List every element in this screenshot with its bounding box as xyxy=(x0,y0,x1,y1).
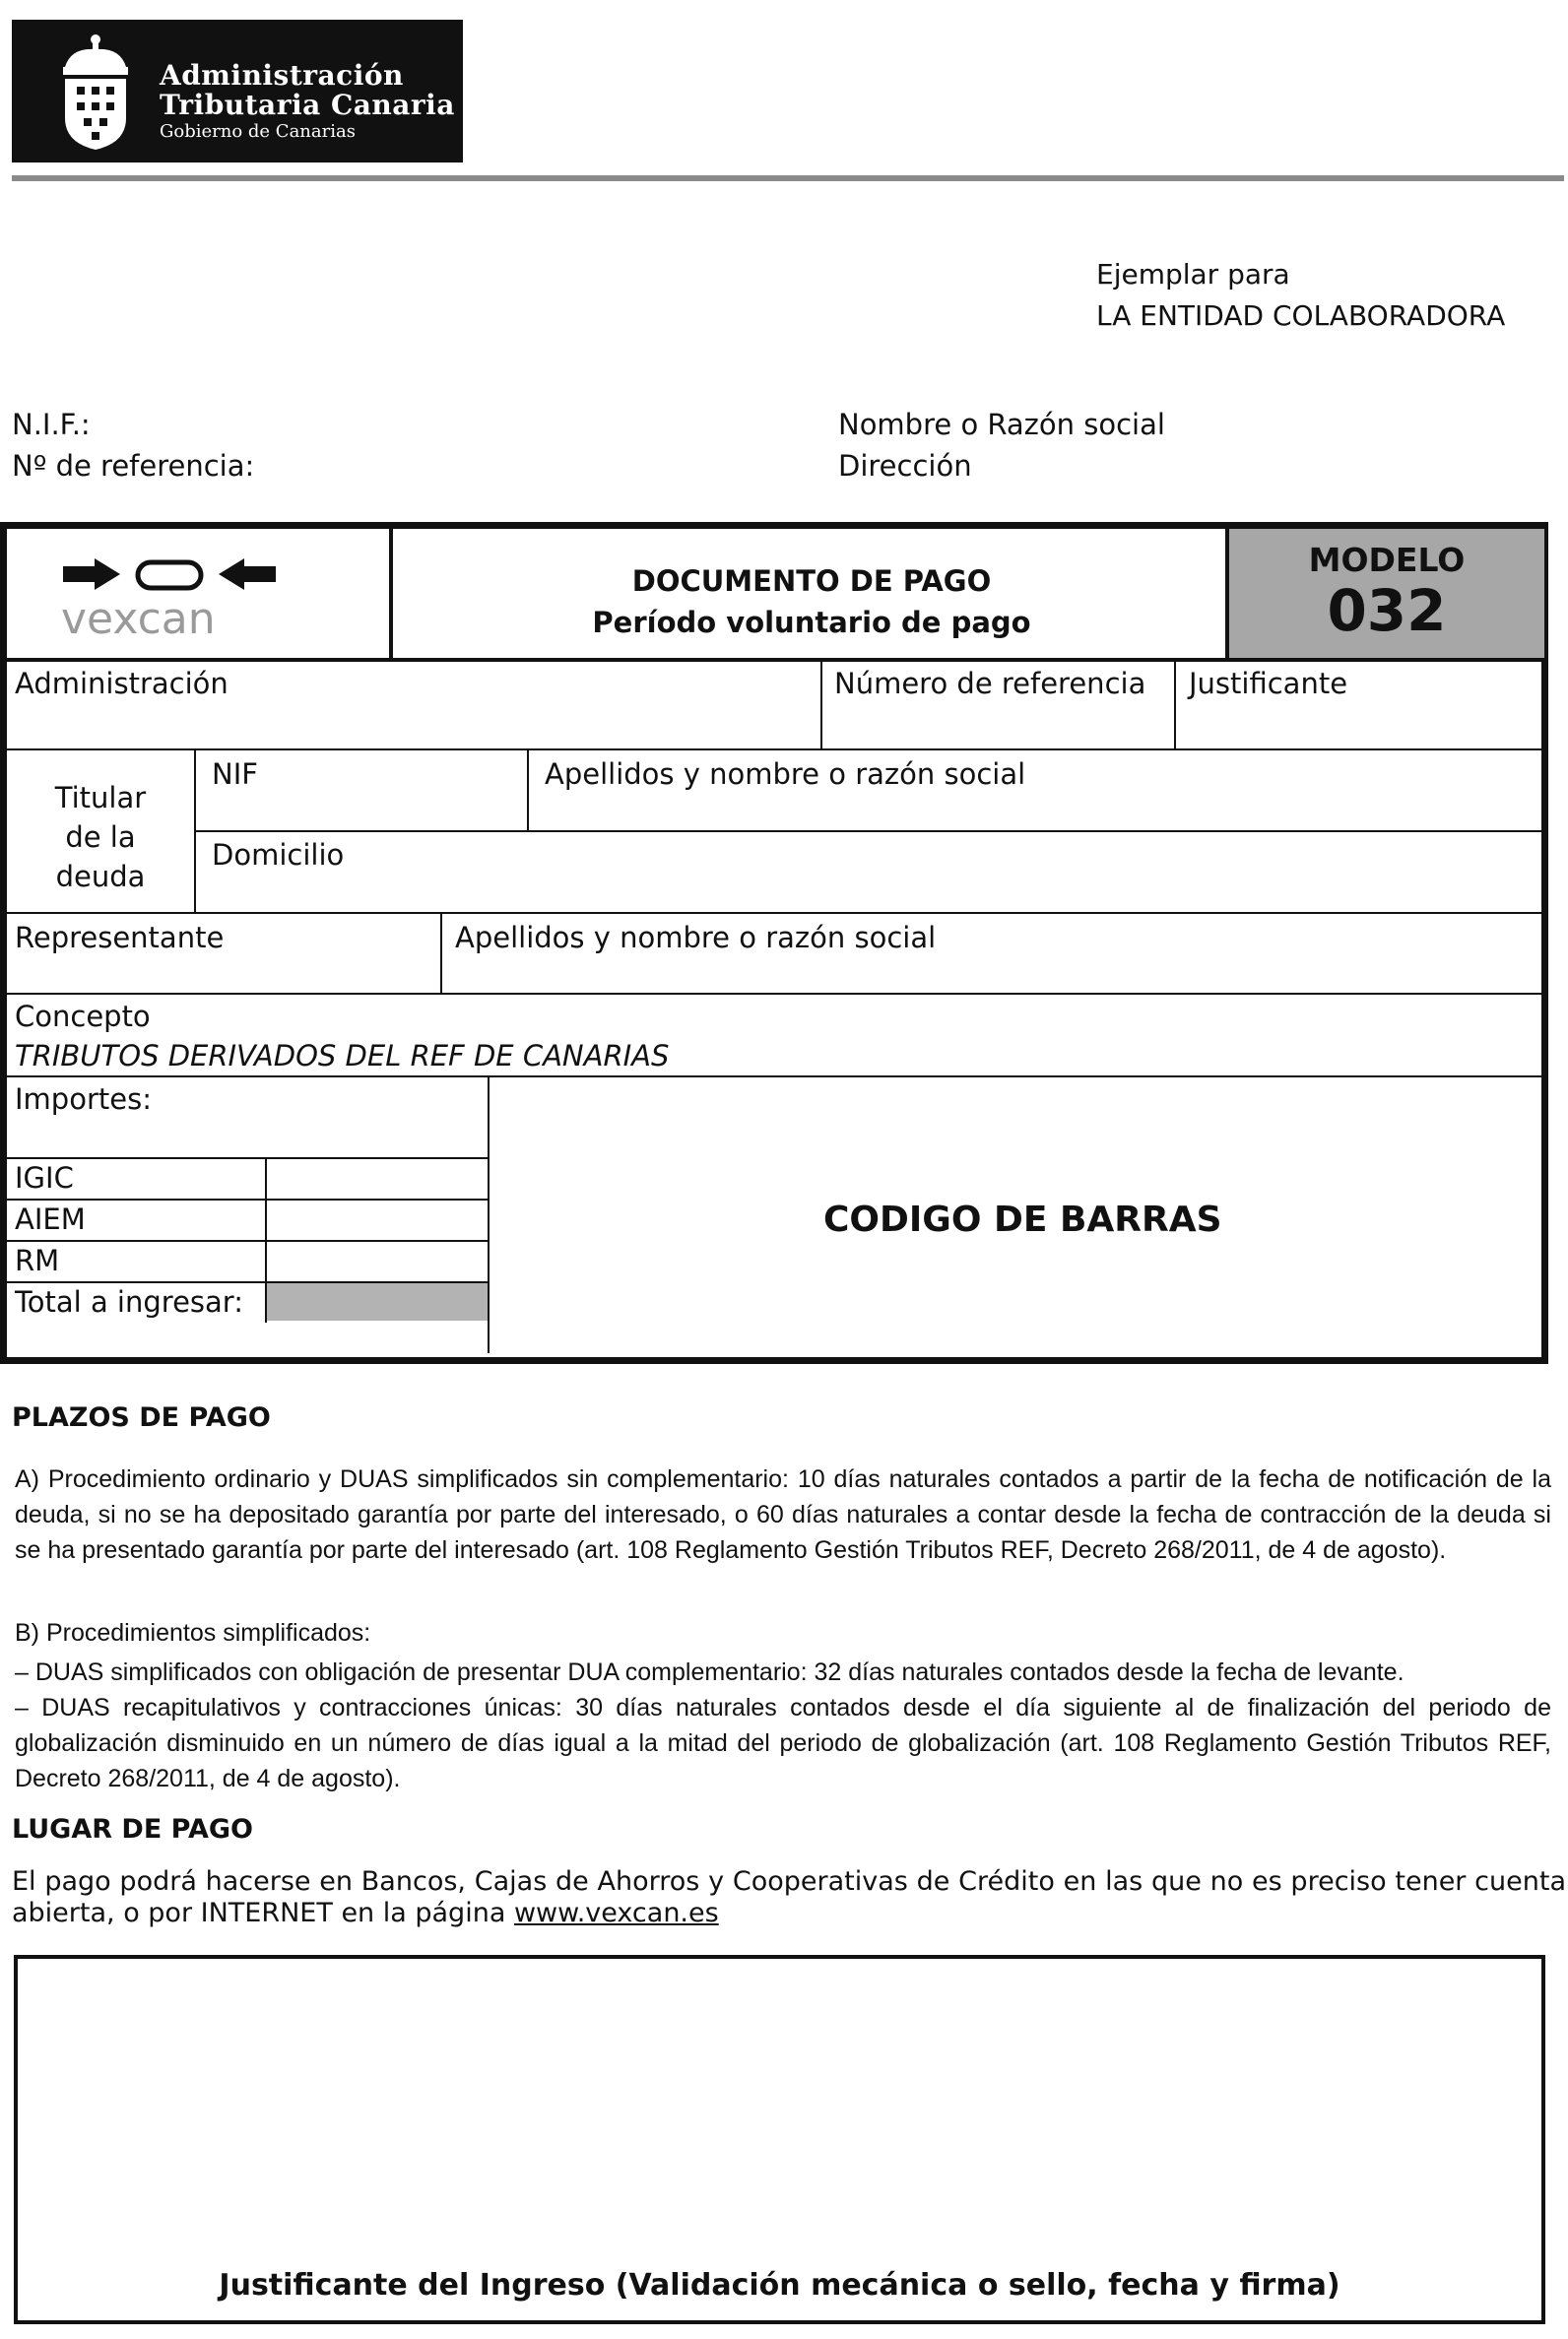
identification-right xyxy=(838,404,1165,487)
lugar-text xyxy=(12,1866,1566,1929)
reference-number-label: Número de referencia xyxy=(834,667,1146,700)
document-title-line-2: Período voluntario de pago xyxy=(592,606,1031,639)
vexcan-link[interactable]: www.vexcan.es xyxy=(513,1898,719,1928)
nif-field-label: NIF xyxy=(212,757,258,791)
address-label: Dirección xyxy=(838,449,972,483)
plazos-b1: – DUAS simplificados con obligación de presentar DUA complementario: 32 días naturales contados desde la fecha de levante. xyxy=(15,1658,1405,1686)
vexcan-brand-text: vexcan xyxy=(61,594,216,637)
justificante-ingreso-box xyxy=(14,1955,1545,2324)
logo-line-3: Gobierno de Canarias xyxy=(160,121,356,142)
titular-label xyxy=(7,778,194,896)
plazos-a: A) Procedimiento ordinario y DUAS simplificados sin complementario: 10 días naturales contados a partir de la fecha de notificación de la deuda, si no se ha depositado garantía por parte del interesado, o 60 días naturales a contar desde la fecha de contracción de la deuda si se ha presentado garantía por parte del interesado (art. 108 Reglamento Gestión Tributos REF, Decreto 268/2011, de 4 de agosto). xyxy=(15,1465,1551,1564)
divider xyxy=(440,914,442,995)
titular-line-1: Titular xyxy=(54,781,147,814)
justificante-label: Justificante xyxy=(1189,667,1348,700)
total-label: Total a ingresar: xyxy=(15,1285,243,1319)
titular-line-3: deuda xyxy=(55,860,146,893)
modelo-label: MODELO xyxy=(1308,541,1466,579)
divider xyxy=(7,1157,490,1159)
name-label: Nombre o Razón social xyxy=(838,408,1165,441)
lugar-body: El pago podrá hacerse en Bancos, Cajas de Ahorros y Cooperativas de Crédito en las que no es preciso tener cuenta abierta, o por INTERNET en la página xyxy=(12,1866,1566,1928)
document-title xyxy=(393,529,1230,662)
nif-label: N.I.F.: xyxy=(12,408,91,441)
header-divider xyxy=(12,175,1564,181)
total-amount-field xyxy=(267,1283,488,1321)
representante-label: Representante xyxy=(15,921,225,954)
administracion-label: Administración xyxy=(15,667,229,700)
reference-label: Nº de referencia: xyxy=(12,449,255,483)
divider xyxy=(196,830,1544,832)
modelo-box xyxy=(1225,529,1544,662)
copy-recipient-line-2: LA ENTIDAD COLABORADORA xyxy=(1096,299,1506,332)
logo-text xyxy=(160,61,455,144)
barcode-placeholder: CODIGO DE BARRAS xyxy=(823,1200,1222,1240)
divider xyxy=(527,750,529,831)
domicilio-label: Domicilio xyxy=(212,838,345,872)
aiem-label: AIEM xyxy=(15,1202,86,1236)
justificante-ingreso-label: Justificante del Ingreso (Validación mecánica o sello, fecha y firma) xyxy=(219,2268,1340,2303)
importes-label: Importes: xyxy=(15,1082,152,1116)
titular-name-label: Apellidos y nombre o razón social xyxy=(545,757,1026,791)
igic-label: IGIC xyxy=(15,1161,74,1195)
divider xyxy=(194,750,196,914)
brand-cell xyxy=(7,529,393,662)
lugar-title: LUGAR DE PAGO xyxy=(12,1814,253,1845)
divider xyxy=(488,1077,490,1353)
logo-line-2: Tributaria Canaria xyxy=(160,89,455,121)
plazos-b: B) Procedimientos simplificados: xyxy=(15,1619,371,1647)
atc-logo xyxy=(12,20,463,162)
concepto-value: TRIBUTOS DERIVADOS DEL REF DE CANARIAS xyxy=(15,1039,670,1072)
plazos-b2: – DUAS recapitulativos y contracciones únicas: 30 días naturales contados desde el día siguiente al de finalización del periodo de globalización disminuido en un número de días igual a la mitad del periodo de globalización (art. 108 Reglamento Gestión Tributos REF, Decreto 268/2011, de 4 de agosto). xyxy=(15,1694,1551,1792)
modelo-number: 032 xyxy=(1327,577,1447,644)
divider xyxy=(7,1240,490,1242)
identification-left xyxy=(12,404,254,487)
payment-form xyxy=(0,522,1548,1364)
copy-recipient-line-1: Ejemplar para xyxy=(1096,258,1290,291)
document-title-line-1: DOCUMENTO DE PAGO xyxy=(631,564,992,598)
plazos-title: PLAZOS DE PAGO xyxy=(12,1402,271,1433)
representative-name-label: Apellidos y nombre o razón social xyxy=(455,921,937,954)
divider xyxy=(820,662,822,750)
titular-line-2: de la xyxy=(65,820,136,854)
logo-line-1: Administración xyxy=(160,59,404,92)
copy-recipient xyxy=(1096,254,1505,337)
divider xyxy=(1174,662,1176,750)
vexcan-logo-icon xyxy=(61,558,288,637)
divider xyxy=(7,1199,490,1201)
coat-of-arms-icon xyxy=(51,30,140,153)
concepto-label: Concepto xyxy=(15,1000,151,1033)
rm-label: RM xyxy=(15,1244,60,1277)
